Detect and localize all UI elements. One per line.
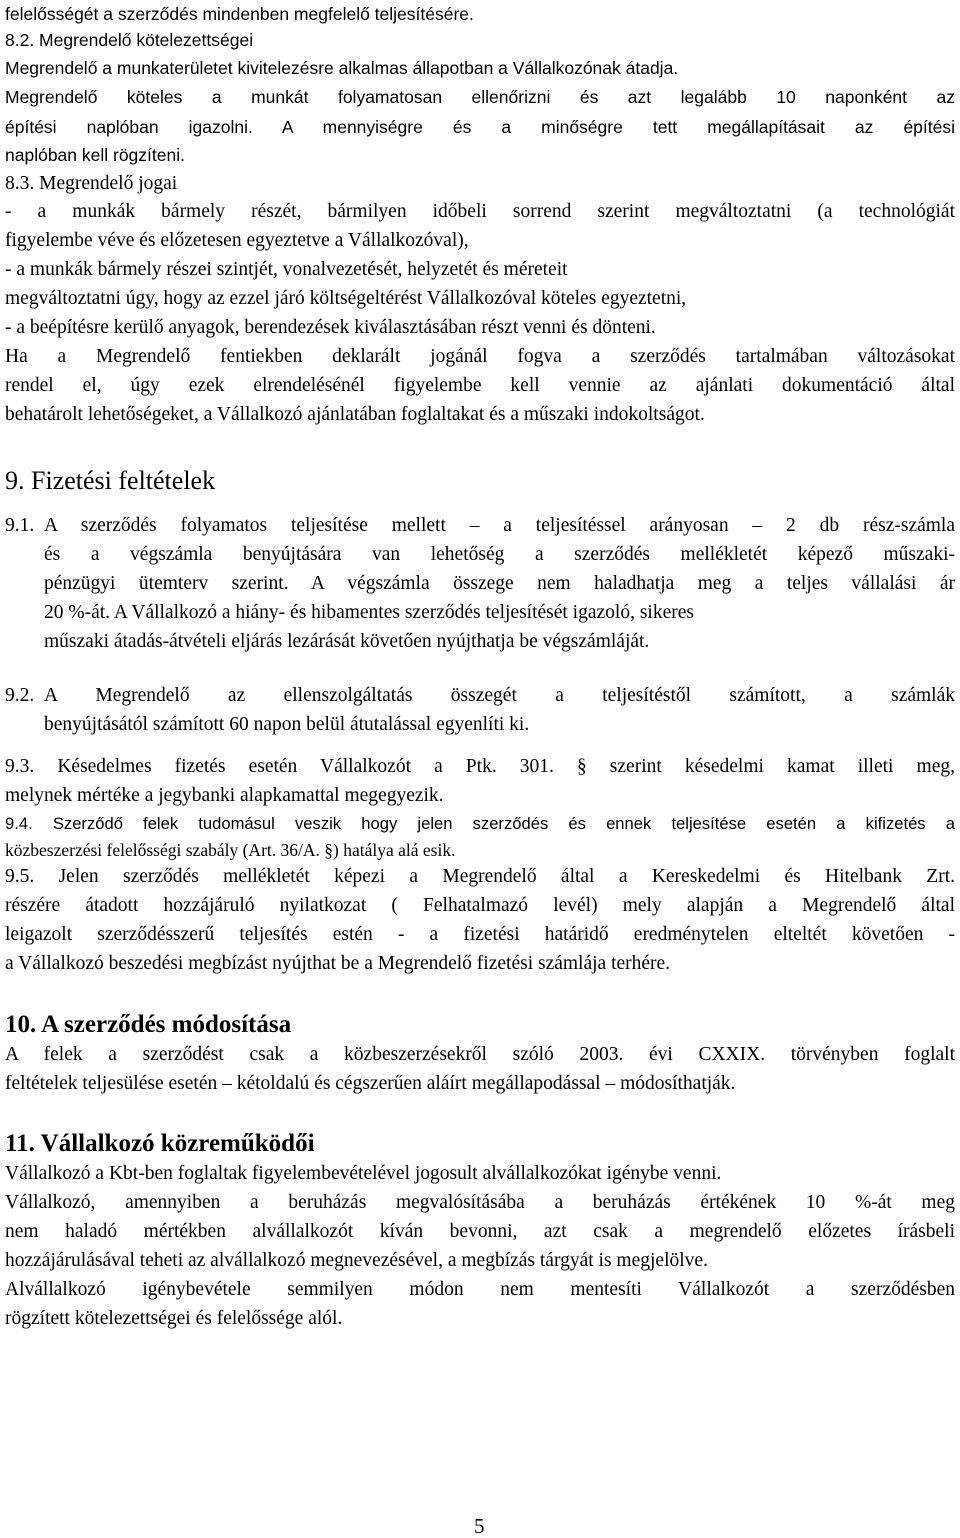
text-line: Megrendelő a munkaterületet kivitelezésre alkalmas állapotban a Vállalkozónak átadja. <box>5 58 679 78</box>
text-line: 9.5. Jelen szerződés mellékletét képezi a Megrendelő által a Kereskedelmi és Hitelbank Zrt. <box>5 866 955 887</box>
text-line: A szerződés folyamatos teljesítése mellett – a teljesítéssel arányosan – 2 db rész-számla <box>44 515 955 536</box>
text-line: - a munkák bármely részei szintjét, vonalvezetését, helyzetét és méreteit <box>5 259 568 280</box>
text-line: Megrendelő köteles a munkát folyamatosan ellenőrizni és azt legalább 10 naponként az <box>5 87 955 107</box>
text-line: a Vállalkozó beszedési megbízást nyújthat be a Megrendelő fizetési számlája terhére. <box>5 953 671 974</box>
text-line: leigazolt szerződésszerű teljesítés estén - a fizetési határidő eredménytelen elteltét követően - <box>5 924 955 945</box>
text-line: figyelembe véve és előzetesen egyeztetve a Vállalkozóval), <box>5 230 469 251</box>
text-line: - a munkák bármely részét, bármilyen időbeli sorrend szerint megváltoztatni (a technológiát <box>5 201 955 222</box>
text-line: részére átadott hozzájáruló nyilatkozat ( Felhatalmazó levél) mely alapján a Megrendelő által <box>5 895 955 916</box>
text-line: behatárolt lehetőségeket, a Vállalkozó ajánlatában foglaltakat és a műszaki indokoltságot. <box>5 404 705 425</box>
text-line: Ha a Megrendelő fentiekben deklarált jogánál fogva a szerződés tartalmában változásokat <box>5 346 955 367</box>
clause-number-9-2: 9.2. <box>5 685 35 706</box>
clause-number-9-1: 9.1. <box>5 515 35 536</box>
text-line: naplóban kell rögzíteni. <box>5 145 185 165</box>
text-line: Vállalkozó, amennyiben a beruházás megvalósításába a beruházás értékének 10 %-át meg <box>5 1192 955 1213</box>
subsection-heading-8-2: 8.2. Megrendelő kötelezettségei <box>5 30 254 50</box>
text-line: pénzügyi ütemterv szerint. A végszámla összege nem haladhatja meg a teljes vállalási ár <box>44 573 955 594</box>
text-line: 9.4. Szerződő felek tudomásul veszik hogy jelen szerződés és ennek teljesítése esetén a kifizetés a <box>5 814 955 833</box>
text-line: A Megrendelő az ellenszolgáltatás összegét a teljesítéstől számított, a számlák <box>44 685 955 706</box>
text-line: A felek a szerződést csak a közbeszerzésekről szóló 2003. évi CXXIX. törvényben foglalt <box>5 1044 955 1065</box>
text-line: építési naplóban igazolni. A mennyiségre és a minőségre tett megállapításait az építési <box>5 117 955 137</box>
text-line: közbeszerzési felelősségi szabály (Art. 36/A. §) hatálya alá esik. <box>5 840 456 860</box>
text-line: 9.3. Késedelmes fizetés esetén Vállalkozót a Ptk. 301. § szerint késedelmi kamat illeti meg, <box>5 756 955 777</box>
text-line: rendel el, úgy ezek elrendelésénél figyelembe kell vennie az ajánlati dokumentáció által <box>5 375 955 396</box>
text-line: műszaki átadás-átvételi eljárás lezárását követően nyújthatja be végszámláját. <box>44 631 650 652</box>
section-heading-9: 9. Fizetési feltételek <box>5 466 216 495</box>
text-line: megváltoztatni úgy, hogy az ezzel járó költségeltérést Vállalkozóval köteles egyeztetni, <box>5 288 687 309</box>
text-line: feltételek teljesülése esetén – kétoldalú és cégszerűen aláírt megállapodással – módosíthatják. <box>5 1073 736 1094</box>
subsection-heading-8-3: 8.3. Megrendelő jogai <box>5 173 178 194</box>
text-line: nem haladó mértékben alvállalkozót kíván bevonni, azt csak a megrendelő előzetes írásbeli <box>5 1221 955 1242</box>
text-line: - a beépítésre kerülő anyagok, berendezések kiválasztásában részt venni és dönteni. <box>5 317 656 338</box>
text-line: és a végszámla benyújtására van lehetőség a szerződés mellékletét képező műszaki- <box>44 544 955 565</box>
text-line: hozzájárulásával teheti az alvállalkozó megnevezésével, a megbízás tárgyát is megjelölve. <box>5 1250 708 1271</box>
text-line: 20 %-át. A Vállalkozó a hiány- és hibamentes szerződés teljesítését igazoló, sikeres <box>44 602 694 623</box>
text-line: melynek mértéke a jegybanki alapkamattal megegyezik. <box>5 785 444 806</box>
text-line: Vállalkozó a Kbt-ben foglaltak figyelembevételével jogosult alvállalkozókat igénybe venni. <box>5 1163 722 1184</box>
text-line: benyújtásától számított 60 napon belül átutalással egyenlíti ki. <box>44 714 530 735</box>
text-line: rögzített kötelezettségei és felelőssége alól. <box>5 1308 343 1329</box>
text-line: Alvállalkozó igénybevétele semmilyen módon nem mentesíti Vállalkozót a szerződésben <box>5 1279 955 1300</box>
text-line: felelősségét a szerződés mindenben megfelelő teljesítésére. <box>5 4 474 24</box>
page-number: 5 <box>474 1514 485 1538</box>
section-heading-10: 10. A szerződés módosítása <box>5 1011 292 1038</box>
section-heading-11: 11. Vállalkozó közreműködői <box>5 1130 315 1157</box>
